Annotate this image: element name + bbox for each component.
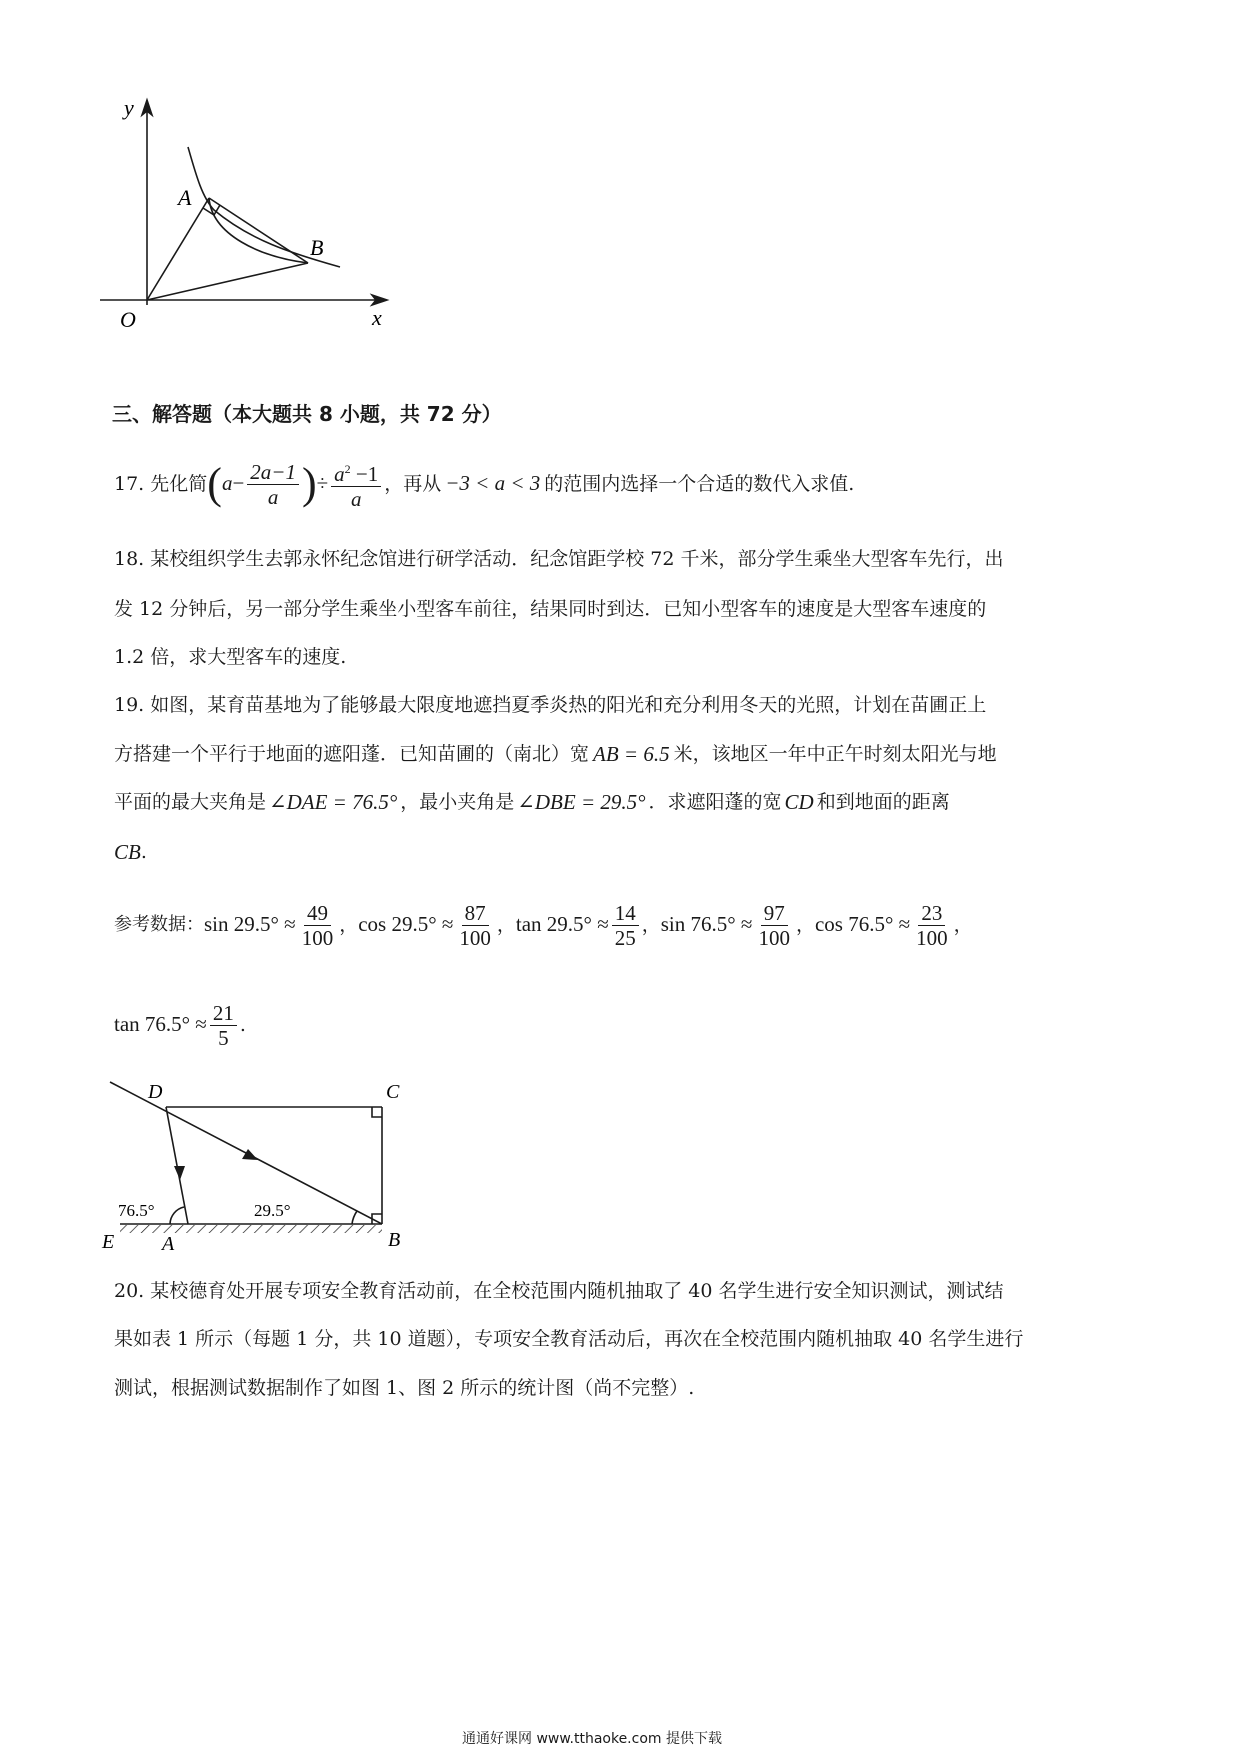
ground-hatch [120,1225,382,1233]
ref-frac-4: $\frac{97}{100}$ [758,900,790,950]
q20-line-3: 测试，根据测试数据制作了如图 1、图 2 所示的统计图（尚不完整）. [114,1377,695,1399]
open-paren: ( [207,459,222,508]
q19-cb: CB [114,840,141,864]
q19-line-4: CB . [114,840,147,864]
arrow-on-ray-b [242,1149,258,1160]
reference-data: 参考数据： sin 29.5° ≈ $\frac{49}{100}$ ， cos 29.5° ≈ $\frac{87}{100}$ ， tan 29.5° ≈ $\frac{14}{25}$ ， sin 76.5° ≈ $\frac{97}{100}$ ， cos 76.5° ≈ $\frac{23}{100}$ ， [114,900,973,950]
label-angle-b: 29.5° [254,1201,291,1220]
q17-frac2-num: $a^2 -1$ [331,457,381,487]
q17-suffix: 的范围内选择一个合适的数代入求值. [544,472,855,495]
segment-ab [209,198,308,263]
close-paren: ) [301,459,317,508]
arrow-on-ray-a [174,1166,185,1180]
q17-frac1-den: a [267,484,279,509]
page-footer: 通通好课网 www.tthaoke.com 提供下载 [462,1731,722,1747]
label-x: x [372,305,382,330]
ref-frac-2: $\frac{87}{100}$ [459,900,491,950]
segment-ob [147,263,308,300]
label-o: O [120,307,136,332]
angle-arc-a [170,1207,184,1224]
q19-line-3: 平面的最大夹角是 ∠DAE = 76.5° ，最小夹角是 ∠DBE = 29.5° ．求遮阳蓬的宽 CD 和到地面的距离 [114,790,950,814]
sun-ray-a [166,1107,188,1224]
q20-line-2: 果如表 1 所示（每题 1 分，共 10 道题），专项安全教育活动后，再次在全校范围内随机抽取 40 名学生进行 [114,1328,1024,1350]
q19-angle-dbe: ∠DBE = 29.5° [517,790,646,814]
q17-div: ÷ [316,471,329,496]
label-d: D [148,1081,163,1103]
label-b: B [310,235,324,260]
ref-frac-5: $\frac{23}{100}$ [916,900,948,950]
q19-cd: CD [784,790,814,814]
reference-label: 参考数据： [114,914,204,936]
label-c: C [386,1081,400,1103]
q17-prefix: 先化简 [150,472,208,495]
q17-a: a [221,471,233,496]
ref-frac-3: $\frac{14}{25}$ [612,901,639,950]
q20-line-1: 20. 某校德育处开展专项安全教育活动前，在全校范围内随机抽取了 40 名学生进行安全知识测试，测试结 [114,1280,1004,1302]
coordinate-figure [90,95,420,375]
sunshade-figure [100,1070,420,1250]
q17-number: 17. [114,472,145,495]
label-y: y [124,95,134,120]
q18-line-3: 1.2 倍，求大型客车的速度. [114,646,347,668]
ref-frac-6: $\frac{21}{5}$ [210,1001,237,1050]
q17-fraction-2 [331,457,381,511]
q18-line-2: 发 12 分钟后，另一部分学生乘坐小型客车前往，结果同时到达．已知小型客车的速度是大型客车速度的 [114,598,987,620]
label-a: A [178,185,192,210]
q17-mid: ，再从 [384,472,442,495]
angle-arc-b [352,1211,357,1224]
right-angle-c [372,1107,382,1117]
reference-data-tan: tan 76.5° ≈ $\frac{21}{5}$ . [114,1000,246,1050]
segment-oa [147,198,209,300]
label-b: B [388,1229,401,1250]
ref-frac-1: $\frac{49}{100}$ [301,900,334,950]
q19-line-1: 19. 如图，某育苗基地为了能够最大限度地遮挡夏季炎热的阳光和充分利用冬天的光照，计划在苗圃正上 [114,694,987,716]
q19-angle-dae: ∠DAE = 76.5° [269,790,398,814]
q19-ab-value: AB = 6.5 [593,742,670,766]
q19-line-2: 方搭建一个平行于地面的遮阳蓬．已知苗圃的（南北）宽 AB = 6.5 米，该地区一年中正午时刻太阳光与地 [114,742,997,766]
q17-frac1-num: 2a−1 [247,460,299,485]
section-heading: 三、解答题（本大题共 8 小题，共 72 分） [112,402,502,426]
q17-fraction-1 [247,460,299,509]
q17-range: −3 < a < 3 [445,471,541,496]
label-e: E [102,1231,115,1250]
q18-line-1: 18. 某校组织学生去郭永怀纪念馆进行研学活动．纪念馆距学校 72 千米，部分学生乘坐大型客车先行，出 [114,548,1004,570]
label-a: A [162,1233,175,1250]
q17-minus: − [232,471,245,496]
question-17 [114,452,854,516]
label-angle-a: 76.5° [118,1201,155,1220]
q17-frac2-den: a [350,487,362,511]
